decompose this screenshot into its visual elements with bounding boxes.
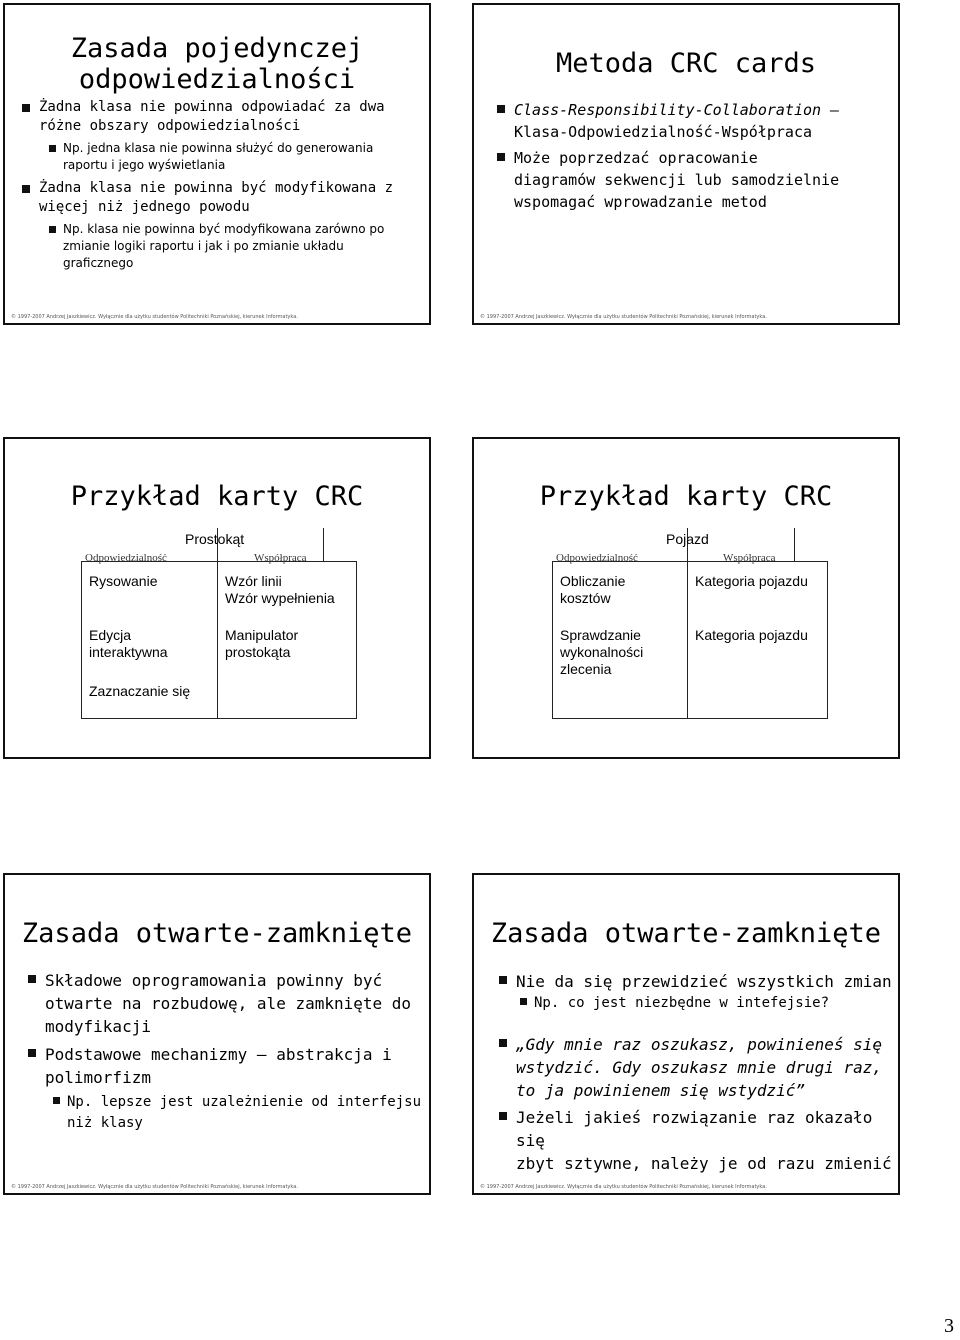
slide-title: Zasada otwarte-zamknięte	[21, 918, 413, 949]
bullet-text: Żadna klasa nie powinna odpowiadać za dwa	[39, 99, 385, 115]
slide-crc-example-rectangle	[3, 437, 431, 759]
sub-bullet-item	[63, 140, 424, 174]
card-header-tick-right	[794, 528, 795, 561]
slide-footer: © 1997-2007 Andrzej Jaszkiewicz. Wyłącznie dla użytku studentów Politechniki Poznańskiej, kierunek Informatyka.	[480, 1184, 767, 1190]
bullet-text: diagramów sekwencji lub samodzielnie	[514, 171, 840, 189]
slide-title: Metoda CRC cards	[555, 48, 817, 79]
bullet-text: „Gdy mnie raz oszukasz, powinieneś się	[516, 1035, 883, 1054]
slide-crc-method	[472, 3, 900, 325]
collaborator-item	[225, 573, 335, 607]
collaborator-item: Kategoria pojazdu	[695, 573, 808, 589]
card-col-responsibility: Odpowiedzialność	[556, 552, 638, 564]
bullet-text: Nie da się przewidzieć wszystkich zmian	[516, 972, 892, 991]
card-left-border	[552, 561, 553, 718]
responsibility-item	[560, 573, 625, 607]
card-header-tick-right	[323, 528, 324, 561]
bullet-text: Może poprzedzać opracowanie	[514, 149, 758, 167]
title-line: odpowiedzialności	[78, 64, 356, 95]
card-col-responsibility: Odpowiedzialność	[85, 552, 167, 564]
cell-line: wykonalności	[560, 644, 644, 660]
bullet-item	[39, 179, 424, 217]
cell-line: Wzór wypełnienia	[225, 590, 335, 606]
card-right-border	[356, 561, 357, 718]
slide-footer: © 1997-2007 Andrzej Jaszkiewicz. Wyłącznie dla użytku studentów Politechniki Poznańskiej, kierunek Informatyka.	[11, 314, 298, 320]
card-left-border	[81, 561, 82, 718]
bullet-item	[45, 1043, 425, 1089]
bullet-list	[514, 99, 894, 213]
bullet-text: zmianie logiki raportu i jak i po zmianie układu	[63, 239, 344, 253]
bullet-list	[39, 98, 424, 272]
card-class-name: Pojazd	[666, 531, 709, 547]
cell-line: Wzór linii	[225, 573, 282, 589]
bullet-text: Podstawowe mechanizmy – abstrakcja i	[45, 1045, 392, 1064]
sub-bullet-item	[67, 1092, 425, 1134]
responsibility-item: Zaznaczanie się	[89, 683, 191, 699]
slide-crc-example-vehicle	[472, 437, 900, 759]
slide-open-closed-2	[472, 873, 900, 1195]
sub-bullet-item	[63, 221, 424, 272]
slide-single-responsibility	[3, 3, 431, 325]
bullet-text: Jeżeli jakieś rozwiązanie raz okazało się	[516, 1108, 873, 1150]
bullet-text: wstydzić. Gdy oszukasz mnie drugi raz,	[516, 1058, 883, 1077]
bullet-text: Żadna klasa nie powinna być modyfikowana z	[39, 180, 394, 196]
cell-line: Manipulator	[225, 627, 299, 643]
bullet-text: Np. co jest niezbędne w intefejsie?	[534, 995, 830, 1011]
bullet-item	[39, 98, 424, 136]
cell-line: Edycja	[89, 627, 132, 643]
collaborator-item: Kategoria pojazdu	[695, 627, 808, 643]
bullet-text: modyfikacji	[45, 1017, 151, 1036]
slide-footer: © 1997-2007 Andrzej Jaszkiewicz. Wyłącznie dla użytku studentów Politechniki Poznańskiej, kierunek Informatyka.	[480, 314, 767, 320]
bullet-item	[516, 1106, 896, 1175]
card-col-collaboration: Współpraca	[254, 552, 307, 564]
card-column-divider	[687, 528, 688, 718]
bullet-text: to ja powinienem się wstydzić”	[516, 1081, 805, 1100]
cell-line: Obliczanie	[560, 573, 626, 589]
responsibility-item	[560, 627, 643, 678]
card-right-border	[827, 561, 828, 718]
bullet-text: polimorfizm	[45, 1068, 151, 1087]
slide-title: Przykład karty CRC	[539, 481, 833, 512]
bullet-text: Np. jedna klasa nie powinna służyć do generowania	[63, 141, 374, 155]
bullet-list	[516, 970, 896, 1175]
slide-open-closed-1	[3, 873, 431, 1195]
page-number: 3	[944, 1315, 954, 1337]
bullet-list	[45, 969, 425, 1134]
bullet-item	[514, 147, 894, 213]
slide-title: Przykład karty CRC	[70, 481, 364, 512]
bullet-text: wspomagać wprowadzanie metod	[514, 193, 767, 211]
bullet-text: otwarte na rozbudowę, ale zamknięte do	[45, 994, 412, 1013]
bullet-text: więcej niż jednego powodu	[39, 199, 250, 215]
crc-card	[81, 528, 357, 718]
bullet-text: raportu i jego wyświetlania	[63, 158, 226, 172]
cell-line: kosztów	[560, 590, 611, 606]
bullet-text: graficznego	[63, 256, 134, 270]
bullet-text: Składowe oprogramowania powinny być	[45, 971, 383, 990]
bullet-item	[45, 969, 425, 1038]
bullet-text: Np. lepsze jest uzależnienie od interfejsu	[67, 1094, 422, 1110]
sub-bullet-item	[534, 993, 896, 1014]
bullet-text: zbyt sztywne, należy je od razu zmienić	[516, 1154, 892, 1173]
slide-title: Zasada otwarte-zamknięte	[490, 918, 882, 949]
card-col-collaboration: Współpraca	[723, 552, 776, 564]
card-bottom-border	[552, 718, 828, 719]
title-line: Zasada pojedynczej	[70, 33, 364, 64]
bullet-text: niż klasy	[67, 1115, 143, 1131]
bullet-text: Klasa-Odpowiedzialność-Współpraca	[514, 123, 813, 141]
bullet-item	[516, 970, 896, 993]
cell-line: Sprawdzanie	[560, 627, 641, 643]
responsibility-item	[89, 627, 168, 661]
cell-line: interaktywna	[89, 644, 168, 660]
collaborator-item	[225, 627, 298, 661]
bullet-text: Class-Responsibility-Collaboration –	[514, 101, 840, 119]
responsibility-item: Rysowanie	[89, 573, 158, 589]
bullet-item	[514, 99, 894, 143]
slide-footer: © 1997-2007 Andrzej Jaszkiewicz. Wyłącznie dla użytku studentów Politechniki Poznańskiej, kierunek Informatyka.	[11, 1184, 298, 1190]
crc-card	[552, 528, 828, 718]
slide-title	[15, 33, 419, 95]
bullet-item	[516, 1033, 896, 1102]
bullet-text: Np. klasa nie powinna być modyfikowana zarówno po	[63, 222, 385, 236]
card-bottom-border	[81, 718, 357, 719]
bullet-text: różne obszary odpowiedzialności	[39, 118, 301, 134]
card-column-divider	[217, 528, 218, 718]
cell-line: zlecenia	[560, 661, 612, 677]
card-class-name: Prostokąt	[185, 531, 245, 547]
cell-line: prostokąta	[225, 644, 291, 660]
